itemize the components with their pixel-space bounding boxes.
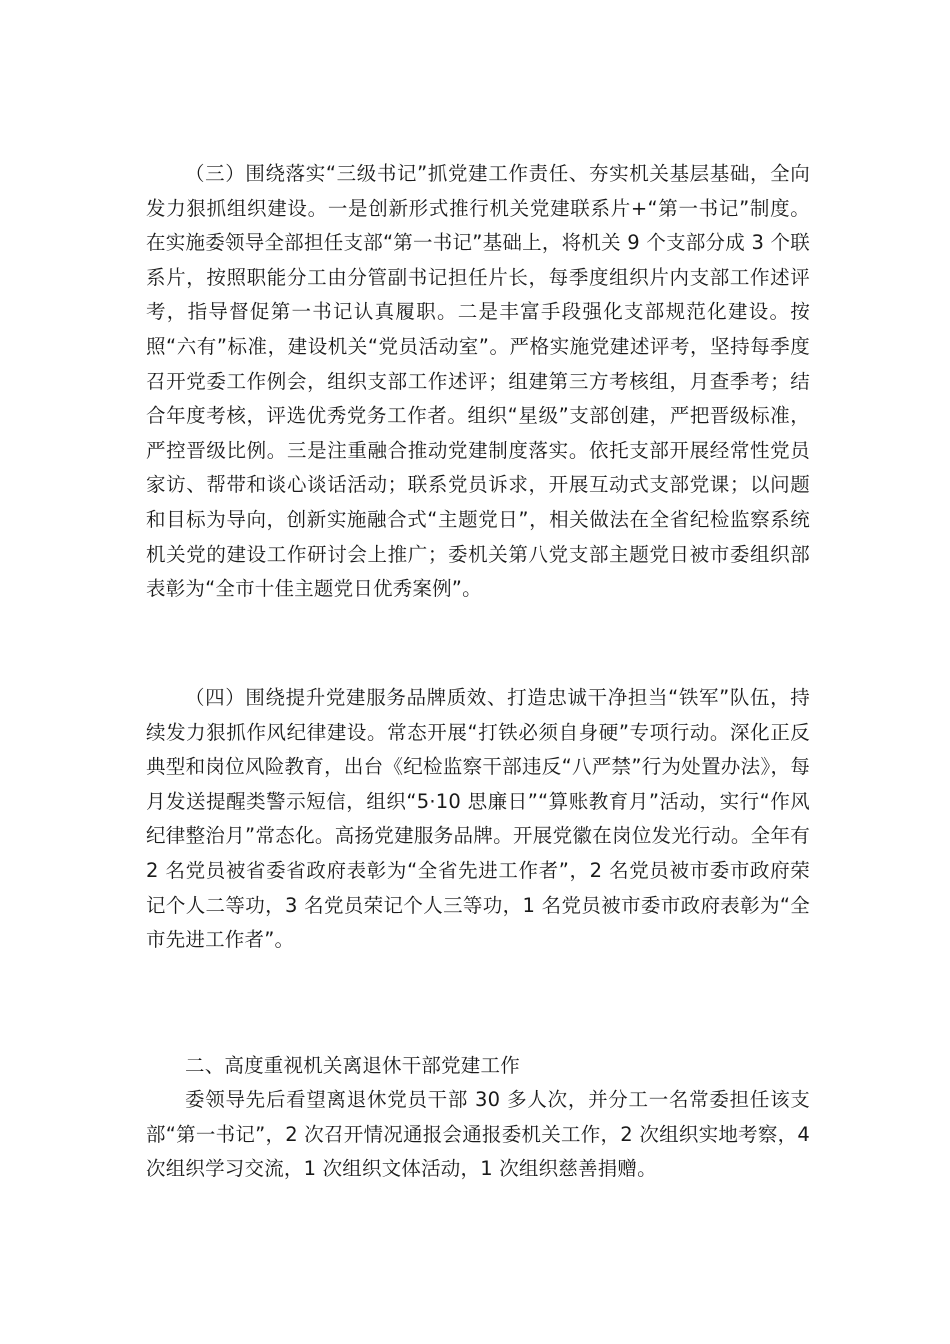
section-heading-retired-cadres: 二、高度重视机关离退休干部党建工作 <box>185 1054 520 1077</box>
paragraph-retired-cadres: 委领导先后看望离退休党员干部 30 多人次，并分工一名常委担任该支部“第一书记”，2 次召开情况通报会通报委机关工作，2 次组织实地考察，4 次组织学习交流，1 次组织文体活动，1 次组织慈善捐赠。 <box>146 1088 810 1181</box>
paragraph-organization-building: （三）围绕落实“三级书记”抓党建工作责任、夯实机关基层基础，全向发力狠抓组织建设。一是创新形式推行机关党建联系片+“第一书记”制度。在实施委领导全部担任支部“第一书记”基础上，将机关 9 个支部分成 3 个联系片，按照职能分工由分管副书记担任片长，每季度组织片内支部工作述评考，指导督促第一书记认真履职。二是丰富手段强化支部规范化建设。按照“六有”标准，建设机关“党员活动室”。严格实施党建述评考，坚持每季度召开党委工作例会，组织支部工作述评；组建第三方考核组，月查季考；结合年度考核，评选优秀党务工作者。组织“星级”支部创建，严把晋级标准，严控晋级比例。三是注重融合推动党建制度落实。依托支部开展经常性党员家访、帮带和谈心谈话活动；联系党员诉求，开展互动式支部党课；以问题和目标为导向，创新实施融合式“主题党日”，相关做法在全省纪检监察系统机关党的建设工作研讨会上推广；委机关第八党支部主题党日被市委组织部表彰为“全市十佳主题党日优秀案例”。 <box>146 162 810 601</box>
paragraph-discipline-building: （四）围绕提升党建服务品牌质效、打造忠诚干净担当“铁军”队伍，持续发力狠抓作风纪律建设。常态开展“打铁必须自身硬”专项行动。深化正反典型和岗位风险教育，出台《纪检监察干部违反“八严禁”行为处置办法》，每月发送提醒类警示短信，组织“5·10 思廉日”“算账教育月”活动，实行“作风纪律整治月”常态化。高扬党建服务品牌。开展党徽在岗位发光行动。全年有 2 名党员被省委省政府表彰为“全省先进工作者”，2 名党员被市委市政府荣记个人二等功，3 名党员荣记个人三等功，1 名党员被市委市政府表彰为“全市先进工作者”。 <box>146 686 810 952</box>
